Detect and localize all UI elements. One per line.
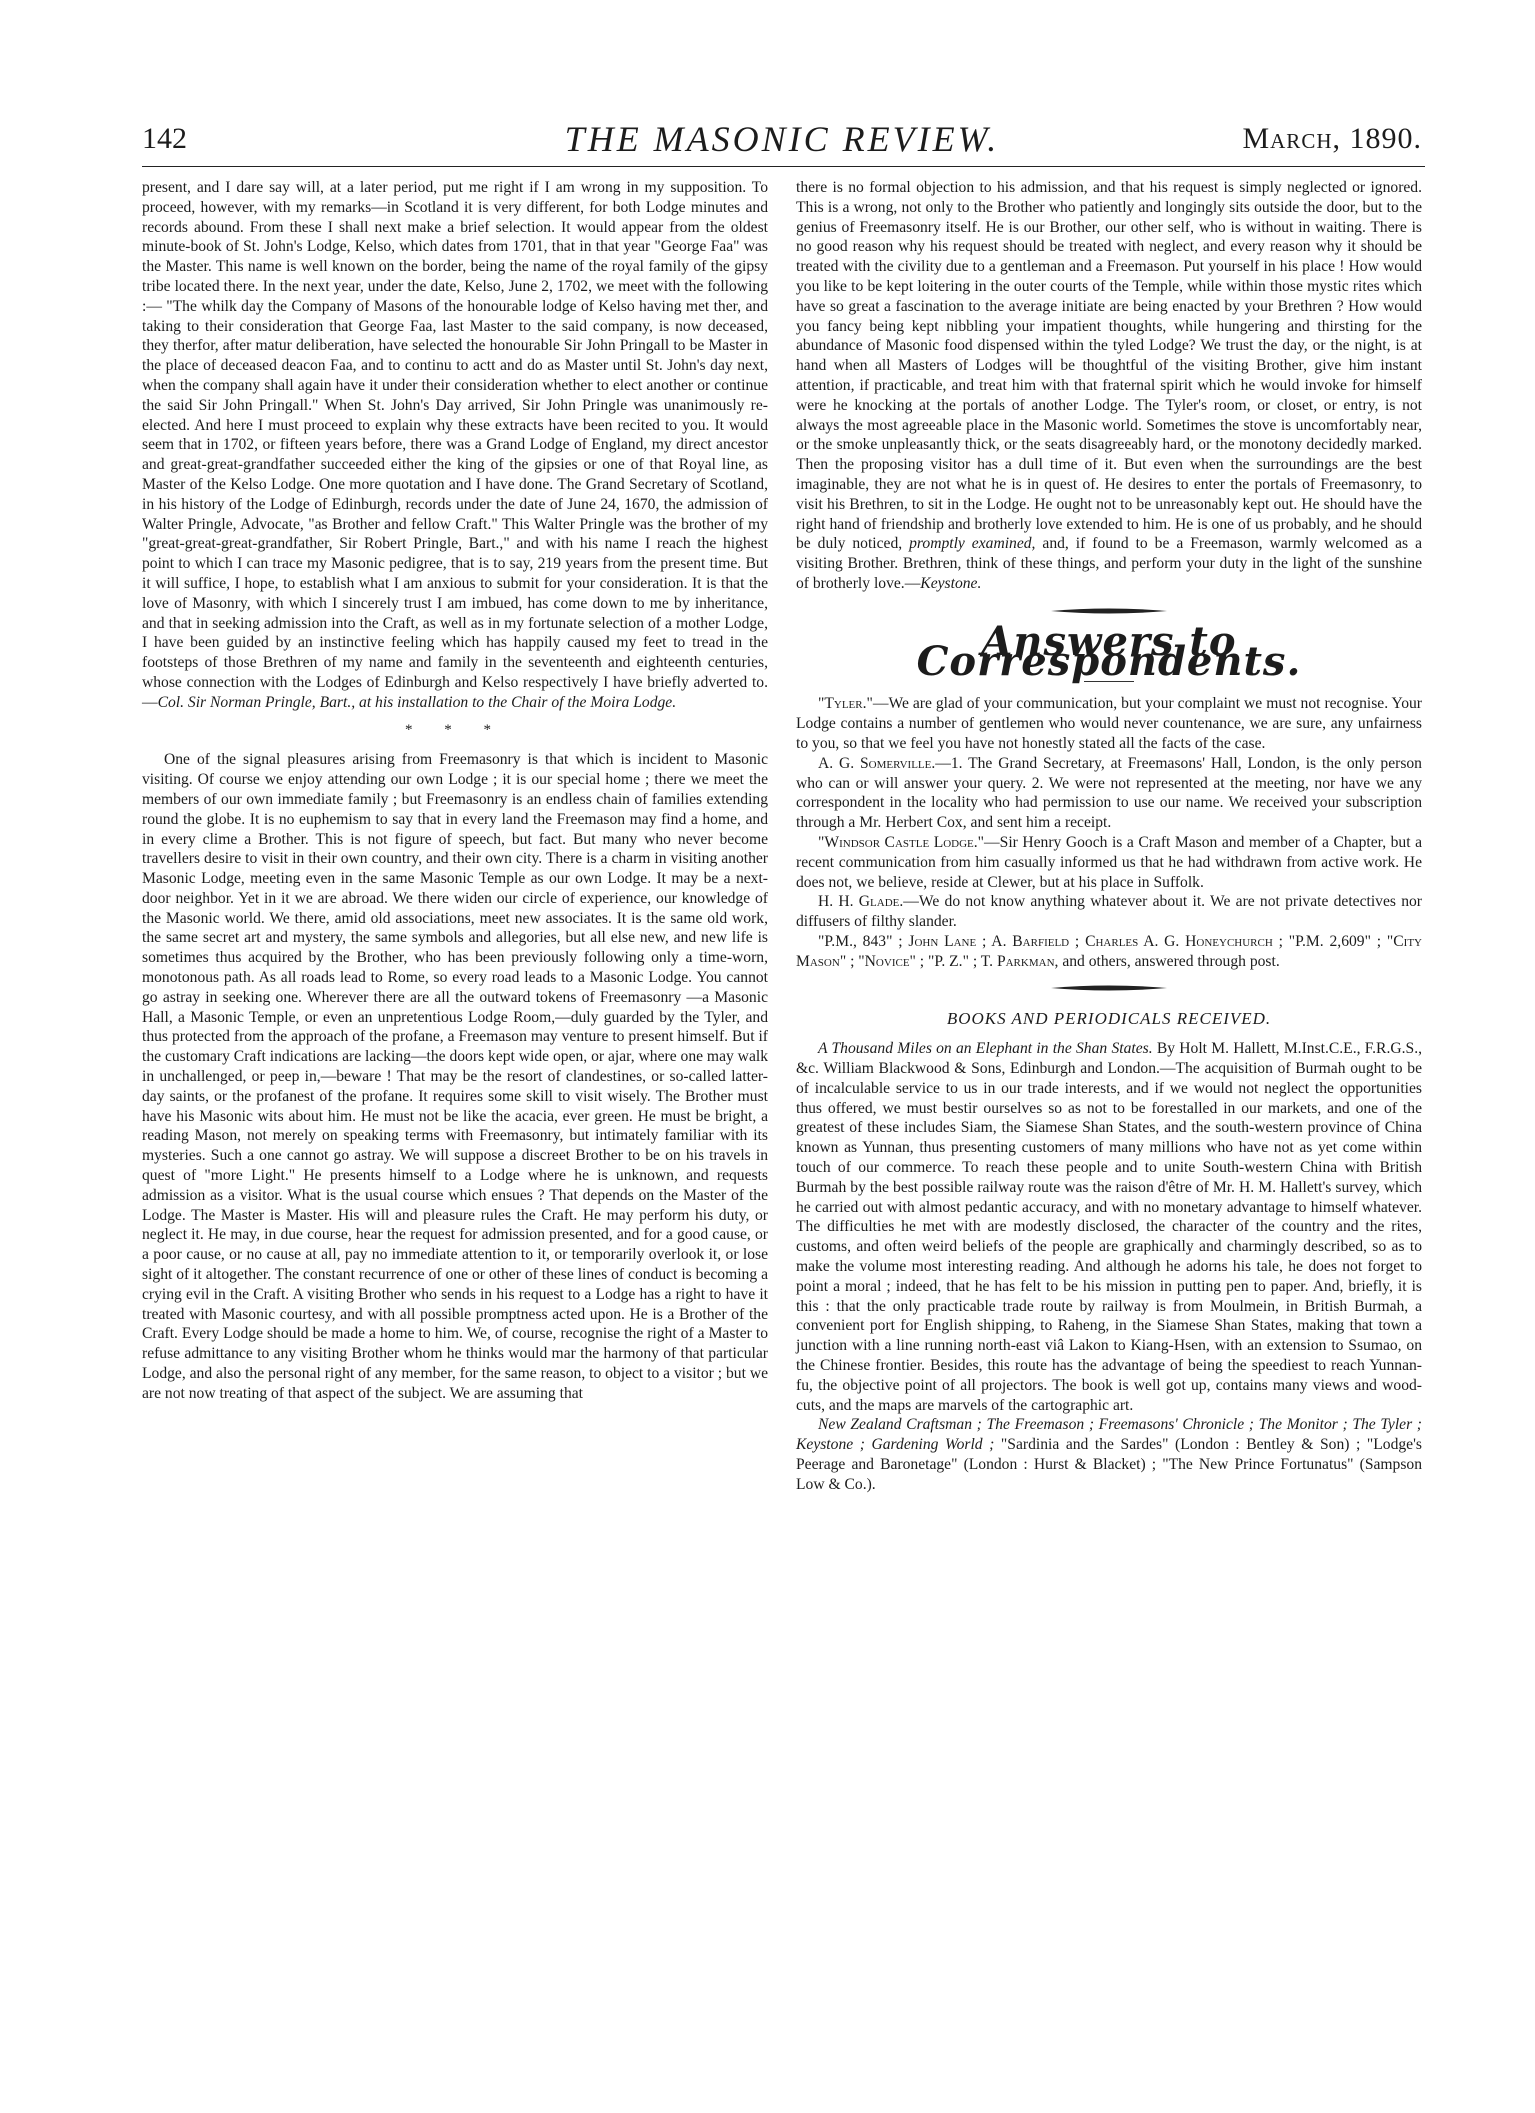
article-continuation [142, 178, 768, 713]
periodical-titles: New Zealand Craftsman ; The Freemason ; Freemasons' Chronicle ; The Monitor ; The Tyler ; Keystone ; Gardening World ; [796, 1416, 1422, 1454]
books-heading: BOOKS AND PERIODICALS RECEIVED. [946, 1009, 1272, 1029]
article-text: there is no formal objection to his admission, and that his request is simply neglected or ignored. This is a wrong, not only to the Brother who patiently and longingly sits outside the door, but to the genius of Freemasonry itself. He is our Brother, our other self, who is without in waiting. There is no good reason why his request should be treated with neglect, and every reason why it should be treated with the civility due to a gentleman and a Freemason. Put yourself in his place ! How would you like to be kept loitering in the outer courts of the Temple, while within those mystic rites which have so great a fascination to the average initiate are being enacted by your Brethren ? How would you fancy being kept nibbling your impatient thoughts, while hungering and thirsting for the abundance of Masonic food dispensed within the tyled Lodge? We trust the day, or the night, is at hand when all Masters of Lodges will be thoughtful of the visiting Brother, give him instant attention, if practicable, and treat him with that fraternal spirit which he would invoke for himself were he knocking at the portals of another Lodge. The Tyler's room, or closet, or entry, is not always the most agreeable place in the Masonic world. Sometimes the stove is uncomfortably near, or the smoke unpleasantly thick, or the seats disagreeably hard, or the monotony decidedly marked. Then the proposing visitor has a dull time of it. But even when the surroundings are the best imaginable, they are not what he is in quest of. He desires to enter the portals of Freemasonry, to visit his Brethren, to sit in the Lodge. He ought not to be unreasonably kept out. He should have the right hand of friendship and brotherly love extended to him. He is one of us probably, and he should be duly noticed, [796, 179, 1422, 553]
periodicals-text: "Sardinia and the Sardes" (London : Bentley & Son) ; "Lodge's Peerage and Baronetage" (London : Hurst & Blacket) ; "The New Prince Fortunatus" (Sampson Low & Co.). [796, 1436, 1422, 1493]
left-column [142, 178, 768, 1404]
divider-ornament [1049, 606, 1169, 616]
right-column [796, 178, 1422, 1495]
book-title: A Thousand Miles on an Elephant in the Shan States. [818, 1040, 1153, 1058]
issue-date: March, 1890. [1242, 122, 1422, 155]
answer-text: —We are glad of your communication, but your complaint we must not recognise. Your Lodge contains a number of gentlemen who would never countenance, we are sure, any unfairness to you, so that we feel you have not honestly stated all the facts of the case. [796, 695, 1422, 752]
article-source: Keystone. [920, 574, 982, 592]
article-text-end: and, if found to be a Freemason, warmly welcomed as a visiting Brother. Brethren, think of these things, and perform your duty in the light of the sunshine of brotherly love.— [796, 535, 1422, 592]
correspondent-name: "Windsor Castle Lodge." [818, 833, 985, 851]
correspondent-name: "P.M., 843" ; John Lane ; A. Barfield ; Charles A. G. Honeychurch ; "P.M. 2,609" ; "City Mason" ; "Novice" ; "P. Z." ; T. Parkman, [796, 932, 1422, 970]
answer-item [796, 694, 1422, 753]
answer-text: —1. The Grand Secretary, at Freemasons' Hall, London, is the only person who can or will answer your query. 2. We were not represented at the meeting, nor have we any correspondent in the locality who had permission to use our name. We received your subscription through a Mr. Herbert Cox, and sent him a receipt. [796, 754, 1422, 832]
answer-item [796, 754, 1422, 833]
divider-ornament [1049, 983, 1169, 993]
correspondent-name: H. H. Glade. [818, 893, 904, 911]
answers-heading: Answers to Correspondents. [916, 617, 1302, 685]
answer-text: —We do not know anything whatever about it. We are not private detectives nor diffusers of filthy slander. [796, 893, 1422, 931]
page-header [142, 118, 1422, 164]
article-text: present, and I dare say will, at a later period, put me right if I am wrong in my supposition. To proceed, however, with my remarks—in Scotland it is very different, for both Lodge minutes and records abound. From these I shall next make a brief selection. It would appear from the oldest minute-book of St. John's Lodge, Kelso, which dates from 1701, that in that year "George Faa" was the Master. This name is well known on the border, being the name of the royal family of the gipsy tribe located there. In the next year, under the date, Kelso, June 2, 1702, we meet with the following :— "The whilk day the Company of Masons of the honourable lodge of Kelso having met ther, and taking to their consideration that George Faa, last Master to the said company, is now deceased, they therfor, after matur deliberation, have selected the honourable Sir John Pringall to be Master in the place of deceased deacon Faa, and to continu to actt and do as Master until St. John's day next, when the company shall again have it under their consideration whether to elect another or continue the said Sir John Pringall." When St. John's Day arrived, Sir John Pringle was unanimously re-elected. And here I must proceed to explain why these extracts have been recited to you. It would seem that in 1702, or fifteen years before, there was a Grand Lodge of England, my direct ancestor and great-great-grandfather succeeded either the king of the gipsies or one of that Royal line, as Master of the Kelso Lodge. One more quotation and I have done. The Grand Secretary of Scotland, in his history of the Lodge of Edinburgh, records under the date of June 24, 1670, the admission of Walter Pringle, Advocate, "as Brother and fellow Craft." This Walter Pringle was the brother of my "great-great-great-grandfather, Sir Robert Pringle, Bart.," and with his name I reach the highest point to which I can trace my Masonic pedigree, that is to say, 219 years from the present time. But it will suffice, I hope, to establish what I am anxious to submit for your consideration. It is that the love of Masonry, with which I sincerely trust I am imbued, has come down to me by inheritance, and that in seeking admission into the Craft, as well as in my fortunate selection of a mother Lodge, I have been guided by an instinctive feeling which has happily caused my feet to tread in the footsteps of those Brethren of my name and family in the seventeenth and eighteenth centuries, whose connection with the Lodges of Edinburgh and Kelso respectively I have briefly adverted to.— [142, 179, 768, 711]
answer-item [796, 833, 1422, 892]
article-visiting: One of the signal pleasures arising from Freemasonry is that which is incident to Masonic visiting. Of course we enjoy attending our own Lodge ; it is our special home ; there we meet the members of our own immediate family ; but Freemasonry is an endless chain of families extending round the globe. It is no euphemism to say that in every land the Freemason may find a home, and in every clime a Brother. This is not figure of speech, but fact. But many who never become travellers desire to visit in their own country, and their own city. There is a charm in visiting another Masonic Lodge, meeting even in the same Masonic Temple as our own Lodge. It may be a next-door neighbor. Yet in it we are abroad. We there widen our circle of experience, our knowledge of the Masonic world. We there, amid old associations, meet new associates. It is the same old work, the same secret art and mystery, the same symbols and allegories, but all else new, and new life is sometimes thus acquired by the Brother, who has been previously following only a time-worn, monotonous path. As all roads lead to Rome, so every road leads to a Masonic Lodge. You cannot go astray in seeking one. Wherever there are all the outward tokens of Freemasonry —a Masonic Hall, a Masonic Temple, or even an unpretentious Lodge Room,—duly guarded by the Tyler, and thus protected from the approach of the profane, a Freemason may venture to present himself. But if the customary Craft indications are lacking—the doors kept wide open, or ajar, where one may walk in unchallenged, or peep in,—beware ! That may be the resort of clandestines, or so-called latter-day saints, or the profanest of the profane. It requires some skill to visit wisely. The Brother must have his Masonic wits about him. He must not be like the acacia, ever green. He must be bright, a reading Mason, not merely on speaking terms with Freemasonry, but intimately familiar with its mysteries. Such a one cannot go astray. We will suppose a discreet Brother to be on his travels in quest of "more Light." He presents himself to a Lodge where he is unknown, and requests admission as a visitor. What is the usual course which ensues ? That depends on the Master of the Lodge. The Master is Master. His will and pleasure rules the Craft. He may perform his duty, or neglect it. He may, in due course, hear the request for admission presented, and for a good cause, or a poor cause, or no cause at all, pay no immediate attention to it, or temporarily overlook it, or lose sight of it altogether. The constant recurrence of one or other of these lines of conduct is becoming a crying evil in the Craft. A visiting Brother who sends in his request to a Lodge has a right to have it treated with Masonic courtesy, and with all possible promptness acted upon. He is a Brother of the Craft. Every Lodge should be made a home to him. We, of course, recognise the right of a Master to refuse admittance to any visiting Brother whom he thinks would mar the harmony of that particular Lodge, and also the personal right of any member, for the same reason, to object to a visitor ; but we are not now treating of that aspect of the subject. We are assuming that [142, 751, 768, 1402]
book-review-text: By Holt M. Hallett, M.Inst.C.E., F.R.G.S., &c. William Blackwood & Sons, Edinburgh and London.—The acquisition of Burmah ought to be of incalculable service to us in our trade interests, and if we would not neglect the opportunities thus offered, we must bestir ourselves so as not to be forestalled in our markets, and one of the greatest of these includes Siam, the Siamese Shan States, and the south-western province of China known as Yunnan, thus presenting customers of many millions who have not as yet come within touch of our commerce. To reach these people and to unite South-western China with British Burmah by the best possible railway route was the raison d'être of Mr. H. M. Hallett's survey, which he carried out with almost pedantic accuracy, and with no monetary advantage to himself whatever. The difficulties he met with are modestly disclosed, the character of the country and the rites, customs, and often weird beliefs of the people are graphically and charmingly described, so as to make the volume most interesting reading. And although he adorns his tale, he does not forget to point a moral ; indeed, that he has felt to be his mission in putting pen to paper. And, briefly, it is this : that the only practicable trade route by railway is from Moulmein, in British Burmah, a convenient port for English shipping, to Raheng, in the Siamese Shan States, making that town a junction with a line running north-east viâ Lakon to Kiang-Hsen, with an extension to Ssumao, on the Chinese frontier. Besides, this route has the advantage of being the speediest to reach Yunnan-fu, the objective point of all projectors. The book is well got up, contains many views and wood-cuts, and the maps are marvels of the cartographic art. [796, 1040, 1422, 1414]
answer-item [796, 892, 1422, 932]
header-rule [142, 166, 1425, 167]
periodicals-list [796, 1415, 1422, 1494]
article-visiting-continued [796, 178, 1422, 594]
running-title: THE MASONIC REVIEW. [564, 119, 1000, 159]
correspondent-name: "Tyler." [818, 695, 873, 713]
correspondent-name: A. G. Somerville. [818, 754, 936, 772]
answer-item [796, 932, 1422, 972]
answer-text: and others, answered through post. [1058, 952, 1280, 970]
answer-text: —Sir Henry Gooch is a Craft Mason and member of a Chapter, but a recent communication from him casually informed us that he had withdrawn from active work. He does not, we believe, reside at Clewer, but at his place in Suffolk. [796, 833, 1422, 891]
article-signature: Col. Sir Norman Pringle, Bart., at his installation to the Chair of the Moira Lodge. [157, 693, 677, 711]
book-review [796, 1039, 1422, 1415]
page-number: 142 [142, 122, 187, 155]
section-break-stars: * * * [405, 721, 505, 738]
emphasis-text: promptly examined, [909, 535, 1036, 553]
